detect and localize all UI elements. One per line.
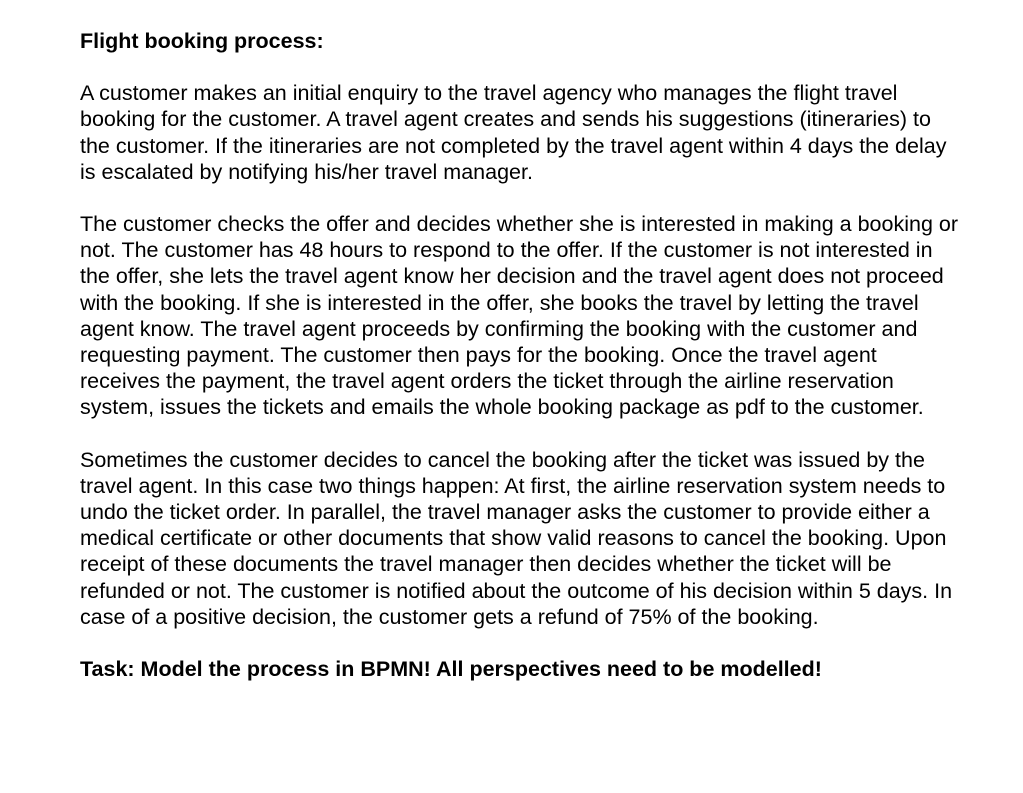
document-body xyxy=(80,28,960,682)
paragraph-cancellation: Sometimes the customer decides to cancel the booking after the ticket was issued by the travel agent. In this case two things happen: At first, the airline reservation system needs to undo the ticket order. In parallel, the travel manager asks the customer to provide either a medical certificate or other documents that show valid reasons to cancel the booking. Upon receipt of these documents the travel manager then decides whether the ticket will be refunded or not. The customer is notified about the outcome of his decision within 5 days. In case of a positive decision, the customer gets a refund of 75% of the booking. xyxy=(80,447,953,629)
document-title: Flight booking process: xyxy=(80,29,324,53)
spacer xyxy=(80,185,960,211)
task-statement: Task: Model the process in BPMN! All perspectives need to be modelled! xyxy=(80,657,822,682)
paragraph-booking: The customer checks the offer and decides whether she is interested in making a booking or not. The customer has 48 hours to respond to the offer. If the customer is not interested in the offer, she lets the travel agent know her decision and the travel agent does not proceed with the booking. If she is interested in the offer, she books the travel by letting the travel agent know. The travel agent proceeds by confirming the booking with the customer and requesting payment. The customer then pays for the booking. Once the travel agent receives the payment, the travel agent orders the ticket through the airline reservation system, issues the tickets and emails the whole booking package as pdf to the customer. xyxy=(80,212,959,420)
spacer xyxy=(80,54,960,80)
spacer xyxy=(80,421,960,447)
paragraph-enquiry: A customer makes an initial enquiry to the travel agency who manages the flight travel booking for the customer. A travel agent creates and sends his suggestions (itineraries) to the customer. If the itineraries are not completed by the travel agent within 4 days the delay is escalated by notifying his/her travel manager. xyxy=(80,81,947,184)
spacer xyxy=(80,630,960,656)
